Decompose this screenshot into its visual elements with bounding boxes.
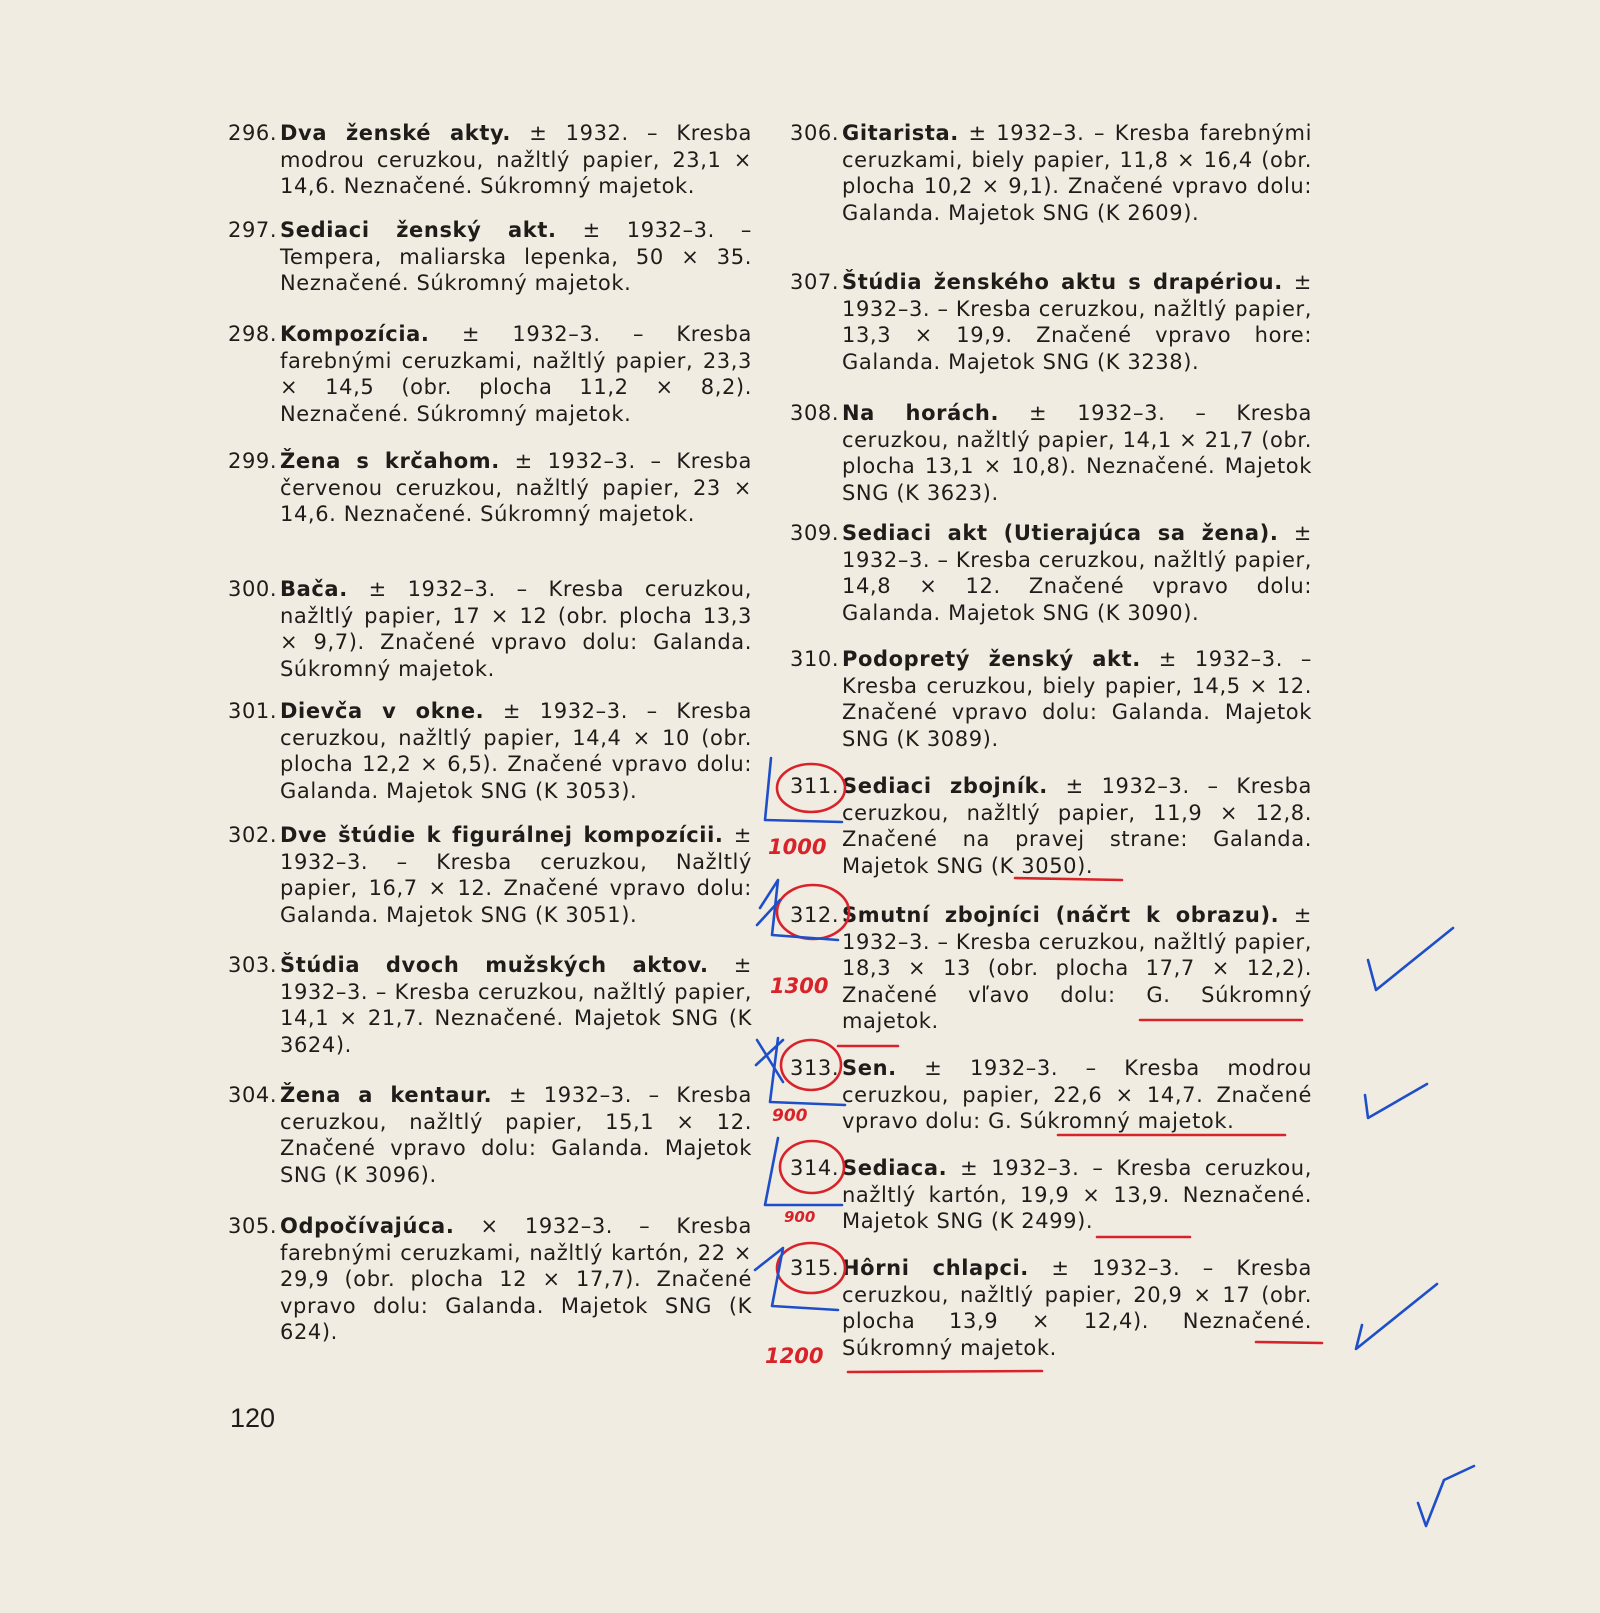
entry-number: 312.	[790, 903, 840, 927]
catalog-entry-313	[790, 1055, 1312, 1135]
entry-number: 309.	[790, 521, 840, 545]
entry-text: ± 1932–3. – Kresba ceruzkou, nažltlý papier, 15,1 × 12. Značené vpravo dolu: Galanda. Majetok SNG (K 3096).	[280, 1083, 753, 1187]
entry-number: 315.	[790, 1256, 840, 1280]
entry-number: 313.	[790, 1056, 840, 1080]
catalog-entry-311	[790, 773, 1312, 879]
catalog-entry-306	[790, 120, 1312, 226]
entry-title: Odpočívajúca.	[280, 1214, 455, 1238]
entry-number: 304.	[228, 1083, 278, 1107]
catalog-entry-298	[228, 321, 752, 427]
catalog-entry-301	[228, 698, 752, 804]
entry-number: 297.	[228, 218, 278, 242]
handwritten-price: 900	[772, 1106, 808, 1126]
catalog-entry-312	[790, 902, 1312, 1035]
entry-number: 310.	[790, 647, 840, 671]
entry-text: ± 1932–3. – Kresba ceruzkou, nažltlý papier, 17 × 12 (obr. plocha 13,3 × 9,7). Značené vpravo dolu: Galanda. Súkromný majetok.	[280, 577, 752, 681]
entry-text: ± 1932–3. – Kresba farebnými ceruzkami, biely papier, 11,8 × 16,4 (obr. plocha 10,2 × 9,1). Značené vpravo dolu: Galanda. Majetok SNG (K 2609).	[842, 121, 1313, 225]
blue-checkmark	[1418, 1466, 1474, 1526]
entry-number: 303.	[228, 953, 278, 977]
entry-text: ± 1932–3. – Kresba ceruzkou, nažltlý papier, 11,9 × 12,8. Značené na pravej strane: Galanda. Majetok SNG (K 3050).	[842, 774, 1312, 878]
entry-title: Hôrni chlapci.	[842, 1256, 1029, 1280]
entry-title: Na horách.	[842, 401, 1000, 425]
entry-title: Štúdia ženského aktu s drapériou.	[842, 270, 1283, 294]
entry-text: ± 1932–3. – Kresba ceruzkou, nažltlý papier, 18,3 × 13 (obr. plocha 17,7 × 12,2). Značené vľavo dolu: G. Súkromný majetok.	[842, 903, 1312, 1033]
entry-title: Bača.	[280, 577, 348, 601]
entry-number: 305.	[228, 1214, 278, 1238]
catalog-entry-296	[228, 120, 752, 200]
catalog-entry-314	[790, 1155, 1312, 1235]
entry-number: 298.	[228, 322, 278, 346]
catalog-entry-304	[228, 1082, 752, 1188]
entry-title: Žena s krčahom.	[280, 449, 500, 473]
entry-title: Gitarista.	[842, 121, 959, 145]
blue-checkmark	[1368, 928, 1453, 990]
entry-text: ± 1932–3. – Kresba farebnými ceruzkami, nažltlý papier, 23,3 × 14,5 (obr. plocha 11,2 × 8,2). Neznačené. Súkromný majetok.	[280, 322, 752, 426]
entry-title: Podopretý ženský akt.	[842, 647, 1141, 671]
entry-title: Žena a kentaur.	[280, 1083, 493, 1107]
handwritten-price: 1000	[768, 835, 827, 859]
entry-title: Smutní zbojníci (náčrt k obrazu).	[842, 903, 1280, 927]
entry-title: Štúdia dvoch mužských aktov.	[280, 953, 709, 977]
blue-cross-mark	[756, 1040, 783, 1082]
entry-title: Dve štúdie k figurálnej kompozícii.	[280, 823, 724, 847]
entry-title: Sediaci akt (Utierajúca sa žena).	[842, 521, 1279, 545]
catalog-entry-303	[228, 952, 752, 1058]
entry-number: 299.	[228, 449, 278, 473]
entry-text: ± 1932–3. – Kresba ceruzkou, nažltlý papier, 14,1 × 21,7 (obr. plocha 13,1 × 10,8). Neznačené. Majetok SNG (K 3623).	[842, 401, 1313, 505]
blue-checkmark	[1365, 1084, 1427, 1118]
blue-cross-mark	[757, 900, 780, 925]
entry-title: Sen.	[842, 1056, 897, 1080]
catalog-entry-297	[228, 217, 752, 297]
entry-number: 302.	[228, 823, 278, 847]
catalog-entry-300	[228, 576, 752, 682]
entry-text: ± 1932–3. – Tempera, maliarska lepenka, 50 × 35. Neznačené. Súkromný majetok.	[280, 218, 752, 295]
entry-number: 306.	[790, 121, 840, 145]
entry-title: Sediaci zbojník.	[842, 774, 1048, 798]
catalog-entry-307	[790, 269, 1312, 375]
entry-number: 314.	[790, 1156, 840, 1180]
entry-text: ± 1932–3. – Kresba ceruzkou, nažltlý papier, 13,3 × 19,9. Značené vpravo hore: Galanda. Majetok SNG (K 3238).	[842, 270, 1312, 374]
red-underline	[848, 1371, 1042, 1372]
entry-text: ± 1932–3. – Kresba ceruzkou, nažltlý papier, 20,9 × 17 (obr. plocha 13,9 × 12,4). Neznačené. Súkromný majetok.	[842, 1256, 1312, 1360]
catalog-entry-309	[790, 520, 1312, 626]
blue-checkmark	[1356, 1284, 1437, 1349]
entry-text: ± 1932–3. – Kresba ceruzkou, nažltlý papier, 14,8 × 12. Značené vpravo dolu: Galanda. Majetok SNG (K 3090).	[842, 521, 1312, 625]
catalog-entry-305	[228, 1213, 752, 1346]
entry-number: 311.	[790, 774, 840, 798]
entry-number: 296.	[228, 121, 278, 145]
entry-text: ± 1932–3. – Kresba ceruzkou, nažltlý papier, 14,4 × 10 (obr. plocha 12,2 × 6,5). Značené vpravo dolu: Galanda. Majetok SNG (K 3053).	[280, 699, 752, 803]
entry-text: × 1932–3. – Kresba farebnými ceruzkami, nažltlý kartón, 22 × 29,9 (obr. plocha 12 × 17,7). Značené vpravo dolu: Galanda. Majetok SNG (K 624).	[280, 1214, 753, 1344]
entry-title: Sediaca.	[842, 1156, 948, 1180]
entry-text: ± 1932–3. – Kresba ceruzkou, nažltlý kartón, 19,9 × 13,9. Neznačené. Majetok SNG (K 2499).	[842, 1156, 1312, 1233]
entry-title: Kompozícia.	[280, 322, 430, 346]
entry-number: 307.	[790, 270, 840, 294]
handwritten-price: 900	[784, 1208, 816, 1226]
entry-text: ± 1932. – Kresba modrou ceruzkou, nažltlý papier, 23,1 × 14,6. Neznačené. Súkromný majetok.	[280, 121, 752, 198]
page-number: 120	[230, 1403, 276, 1433]
entry-title: Dievča v okne.	[280, 699, 485, 723]
entry-text: ± 1932–3. – Kresba ceruzkou, nažltlý papier, 14,1 × 21,7. Neznačené. Majetok SNG (K 3624).	[280, 953, 752, 1057]
catalog-entry-302	[228, 822, 752, 928]
catalog-entry-310	[790, 646, 1312, 752]
entry-number: 300.	[228, 577, 278, 601]
handwritten-price: 1300	[770, 974, 829, 998]
entry-text: ± 1932–3. – Kresba modrou ceruzkou, papier, 22,6 × 14,7. Značené vpravo dolu: G. Súkromný majetok.	[842, 1056, 1312, 1133]
entry-title: Sediaci ženský akt.	[280, 218, 557, 242]
entry-text: ± 1932–3. – Kresba ceruzkou, biely papier, 14,5 × 12. Značené vpravo dolu: Galanda. Majetok SNG (K 3089).	[842, 647, 1312, 751]
catalog-entry-315	[790, 1255, 1312, 1361]
entry-title: Dva ženské akty.	[280, 121, 511, 145]
handwritten-price: 1200	[765, 1344, 824, 1368]
entry-number: 301.	[228, 699, 278, 723]
entry-number: 308.	[790, 401, 840, 425]
catalog-entry-308	[790, 400, 1312, 506]
entry-text: ± 1932–3. – Kresba červenou ceruzkou, nažltlý papier, 23 × 14,6. Neznačené. Súkromný majetok.	[280, 449, 753, 526]
entry-text: ± 1932–3. – Kresba ceruzkou, Nažltlý papier, 16,7 × 12. Značené vpravo dolu: Galanda. Majetok SNG (K 3051).	[280, 823, 752, 927]
catalog-entry-299	[228, 448, 752, 528]
